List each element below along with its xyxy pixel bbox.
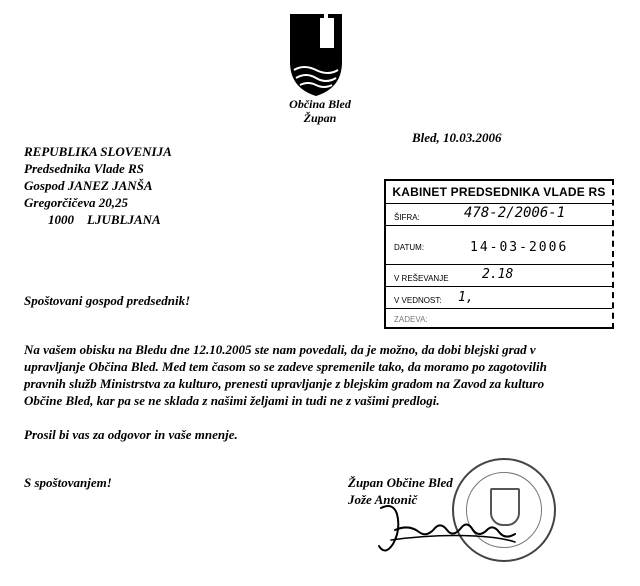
- letterhead-office: Župan: [303, 111, 337, 125]
- letter-date: Bled, 10.03.2006: [412, 130, 502, 145]
- handwritten-signature: [375, 500, 525, 560]
- stamp-row-sifra: [386, 203, 612, 226]
- recipient-postal-line: [48, 211, 161, 228]
- stamp-label: V VEDNOST:: [394, 296, 442, 305]
- body-line-1: Na vašem obisku na Bledu dne 12.10.2005 ste nam povedali, da je možno, da dobi blejski grad v: [24, 342, 536, 357]
- municipality-crest-logo: [286, 12, 346, 98]
- letterhead: [270, 97, 370, 125]
- stamp-date-value: 14-03-2006: [470, 240, 569, 255]
- stamp-row-datum: [386, 226, 612, 265]
- body-line-2: upravljanje Občina Bled. Med tem časom so se zadeve spremenile tako, da moramo po zagotovilih: [24, 359, 547, 374]
- stamp-label: ŠIFRA:: [394, 213, 420, 222]
- stamp-label: ZADEVA:: [394, 315, 428, 324]
- stamp-row-resevanje: [386, 265, 612, 287]
- stamp-value-handwritten: 2.18: [482, 267, 514, 282]
- signer-title: Župan Občine Bled: [348, 475, 453, 490]
- closing: S spoštovanjem!: [24, 475, 112, 490]
- recipient-line-3: Gospod JANEZ JANŠA: [24, 178, 153, 193]
- stamp-title: KABINET PREDSEDNIKA VLADE RS: [386, 179, 612, 204]
- recipient-postal-code: 1000: [48, 212, 74, 227]
- body-line-3: pravnih služb Ministrstva za kulturo, prenesti upravljanje z blejskim gradom na Zavod za kulturo: [24, 376, 545, 391]
- stamp-row-zadeva: [386, 309, 612, 325]
- stamp-value-handwritten: 1,: [458, 290, 474, 305]
- request-line: Prosil bi vas za odgovor in vaše mnenje.: [24, 427, 238, 442]
- stamp-label: DATUM:: [394, 243, 425, 252]
- recipient-line-4: Gregorčičeva 20,25: [24, 195, 128, 210]
- recipient-line-2: Predsednika Vlade RS: [24, 161, 144, 176]
- recipient-line-1: REPUBLIKA SLOVENIJA: [24, 144, 172, 159]
- stamp-value-handwritten: 478-2/2006-1: [464, 205, 566, 221]
- stamp-label: V REŠEVANJE: [394, 274, 449, 283]
- recipient-city: LJUBLJANA: [87, 212, 161, 227]
- salutation: Spoštovani gospod predsednik!: [24, 293, 191, 308]
- body-line-4: Občine Bled, kar pa se ne sklada z našimi željami in tudi ne z vašimi predlogi.: [24, 393, 440, 408]
- letterhead-municipality: Občina Bled: [289, 97, 351, 111]
- signer-name: Jože Antonič: [348, 492, 418, 507]
